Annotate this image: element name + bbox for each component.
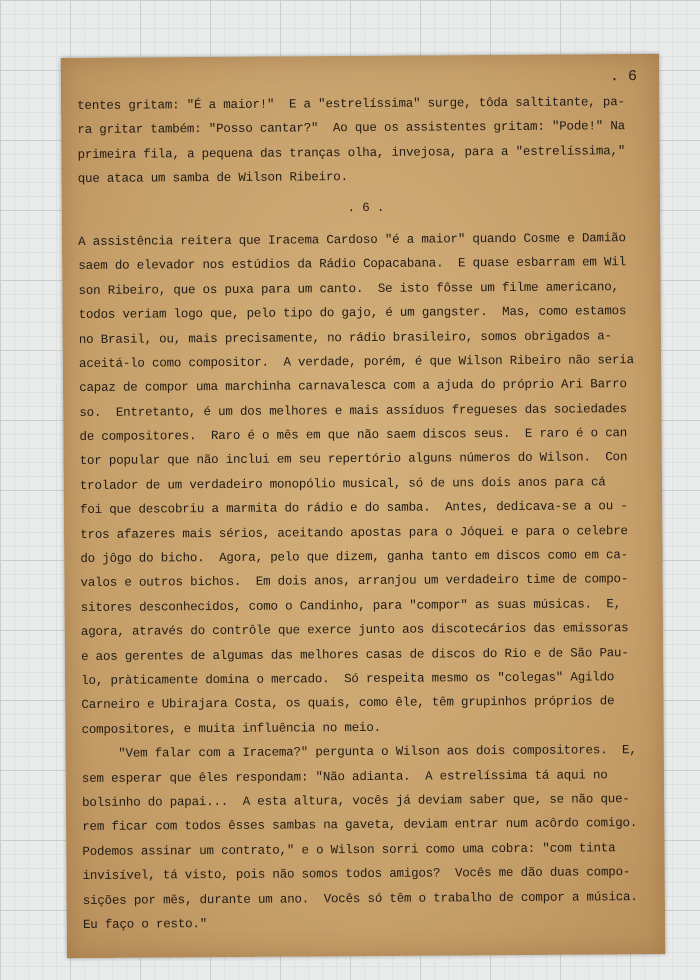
text-line: Eu faço o resto."	[82, 916, 208, 932]
text-line: tentes gritam: "É a maior!" E a "estrelíssima" surge, tôda saltitante, pa-	[77, 95, 625, 113]
text-line: ra gritar também: "Posso cantar?" Ao que os assistentes gritam: "Pode!" Na	[77, 119, 625, 138]
text-line: agora, através do contrôle que exerce junto aos discotecários das emissoras	[80, 621, 629, 640]
text-line: saem do elevador nos estúdios da Rádio Copacabana. E quase esbarram em Wil	[78, 255, 626, 274]
page-body	[77, 90, 659, 937]
text-line: sem esperar que êles respondam: "Não adianta. A estrelíssima tá aqui no	[81, 767, 608, 786]
text-line: Carneiro e Ubirajara Costa, os quais, como êle, têm grupinhos próprios de	[81, 694, 615, 713]
text-line: . 6 .	[347, 200, 385, 215]
text-line: so. Entretanto, é um dos melhores e mais assíduos fregueses das sociedades	[79, 401, 627, 420]
text-line: sições por mês, durante um ano. Vocês só têm o trabalho de compor a música.	[82, 889, 638, 908]
text-line: e aos gerentes de algumas das melhores casas de discos do Rio e de São Pau-	[80, 645, 629, 664]
text-line: valos e outros bichos. Em dois anos, arranjou um verdadeiro time de compo-	[80, 572, 629, 591]
typewritten-page	[61, 54, 665, 958]
text-line: sitores desconhecidos, como o Candinho, para "compor" as suas músicas. E,	[80, 597, 622, 615]
paragraph	[78, 226, 658, 742]
text-line: do jôgo do bicho. Agora, pelo que dizem, ganha tanto em discos como em ca-	[80, 548, 628, 567]
text-line: Podemos assinar um contrato," e o Wilson sorri como uma cobra: "com tinta	[82, 840, 616, 859]
page-number: . 6	[609, 68, 638, 86]
text-line: todos veriam logo que, pelo tipo do gajo, é um gangster. Mas, como estamos	[78, 304, 627, 323]
text-line: primeira fila, a pequena das tranças olha, invejosa, para a "estrelíssima,"	[77, 143, 626, 162]
text-line: tros afazeres mais sérios, aceitando apostas para o Jóquei e para o celebre	[80, 523, 628, 542]
text-line: no Brasil, ou, mais precisamente, no rádio brasileiro, somos obrigados a-	[78, 328, 612, 347]
text-line: trolador de um verdadeiro monopólio musical, só de uns dois anos para cá	[79, 475, 606, 493]
text-line: "Vem falar com a Iracema?" pergunta o Wilson aos dois compositores. E,	[81, 743, 637, 762]
section-number	[78, 194, 654, 222]
paragraph	[77, 90, 654, 192]
text-line: lo, pràticamente domina o mercado. Só respeita mesmo os "colegas" Agildo	[81, 670, 615, 688]
text-line: capaz de compor uma marchinha carnavalesca com a ajuda do próprio Ari Barro	[79, 377, 627, 396]
text-line: aceitá-lo como compositor. A verdade, porém, é que Wilson Ribeiro não seria	[78, 353, 634, 371]
text-line: que ataca um samba de Wilson Ribeiro.	[77, 170, 348, 187]
text-line: A assistência reitera que Iracema Cardoso "é a maior" quando Cosme e Damião	[78, 231, 626, 249]
text-line: son Ribeiro, que os puxa para um canto. Se isto fôsse um filme americano,	[78, 279, 619, 298]
paragraph	[82, 738, 659, 937]
text-line: invisível, tá visto, pois não somos todos amigos? Vocês me dão duas compo-	[82, 865, 631, 884]
text-line: rem ficar com todos êsses sambas na gaveta, deviam entrar num acôrdo comigo.	[82, 816, 638, 835]
text-line: foi que descobriu a marmita do rádio e do samba. Antes, dedicava-se a ou -	[79, 499, 628, 518]
text-line: tor popular que não inclui em seu repertório alguns números do Wilson. Con	[79, 450, 628, 469]
text-line: bolsinho do papai... A esta altura, vocês já deviam saber que, se não que-	[82, 792, 630, 810]
text-line: compositores, e muita influência no meio.	[81, 720, 381, 737]
text-line: de compositores. Raro é o mês em que não saem discos seus. E raro é o can	[79, 426, 628, 445]
